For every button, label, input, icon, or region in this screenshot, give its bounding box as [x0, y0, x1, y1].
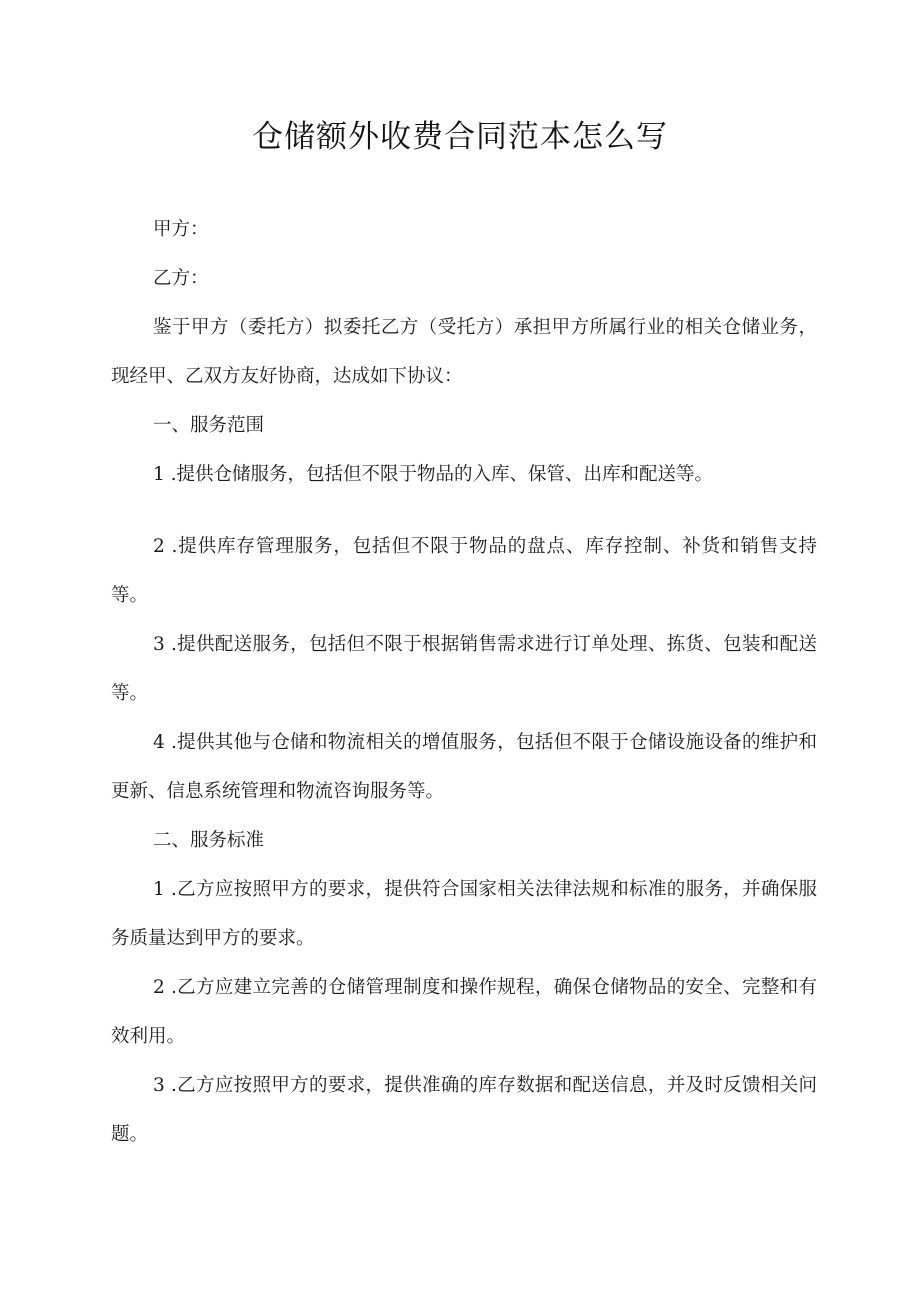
service-standard-item-3: 3 .乙方应按照甲方的要求，提供准确的库存数据和配送信息，并及时反馈相关问题。	[111, 1075, 817, 1145]
document-title: 仓储额外收费合同范本怎么写	[252, 119, 668, 155]
service-scope-item-4: 4 .提供其他与仓储和物流相关的增值服务，包括但不限于仓储设施设备的维护和更新、信息系统管理和物流咨询服务等。	[111, 732, 817, 802]
section-heading-service-standard: 二、服务标准	[153, 830, 265, 851]
service-standard-item-1: 1 .乙方应按照甲方的要求，提供符合国家相关法律法规和标准的服务，并确保服务质量达到甲方的要求。	[111, 879, 817, 949]
preamble-paragraph: 鉴于甲方（委托方）拟委托乙方（受托方）承担甲方所属行业的相关仓储业务，现经甲、乙双方友好协商，达成如下协议：	[111, 317, 817, 387]
party-a-line: 甲方：	[153, 219, 209, 240]
service-scope-item-3: 3 .提供配送服务，包括但不限于根据销售需求进行订单处理、拣货、包装和配送等。	[111, 634, 817, 704]
service-scope-item-2: 2 .提供库存管理服务，包括但不限于物品的盘点、库存控制、补货和销售支持等。	[111, 536, 817, 606]
service-standard-item-2: 2 .乙方应建立完善的仓储管理制度和操作规程，确保仓储物品的安全、完整和有效利用。	[111, 977, 817, 1047]
service-scope-item-1: 1 .提供仓储服务，包括但不限于物品的入库、保管、出库和配送等。	[153, 464, 714, 485]
section-heading-service-scope: 一、服务范围	[153, 415, 265, 436]
party-b-line: 乙方：	[153, 268, 209, 289]
